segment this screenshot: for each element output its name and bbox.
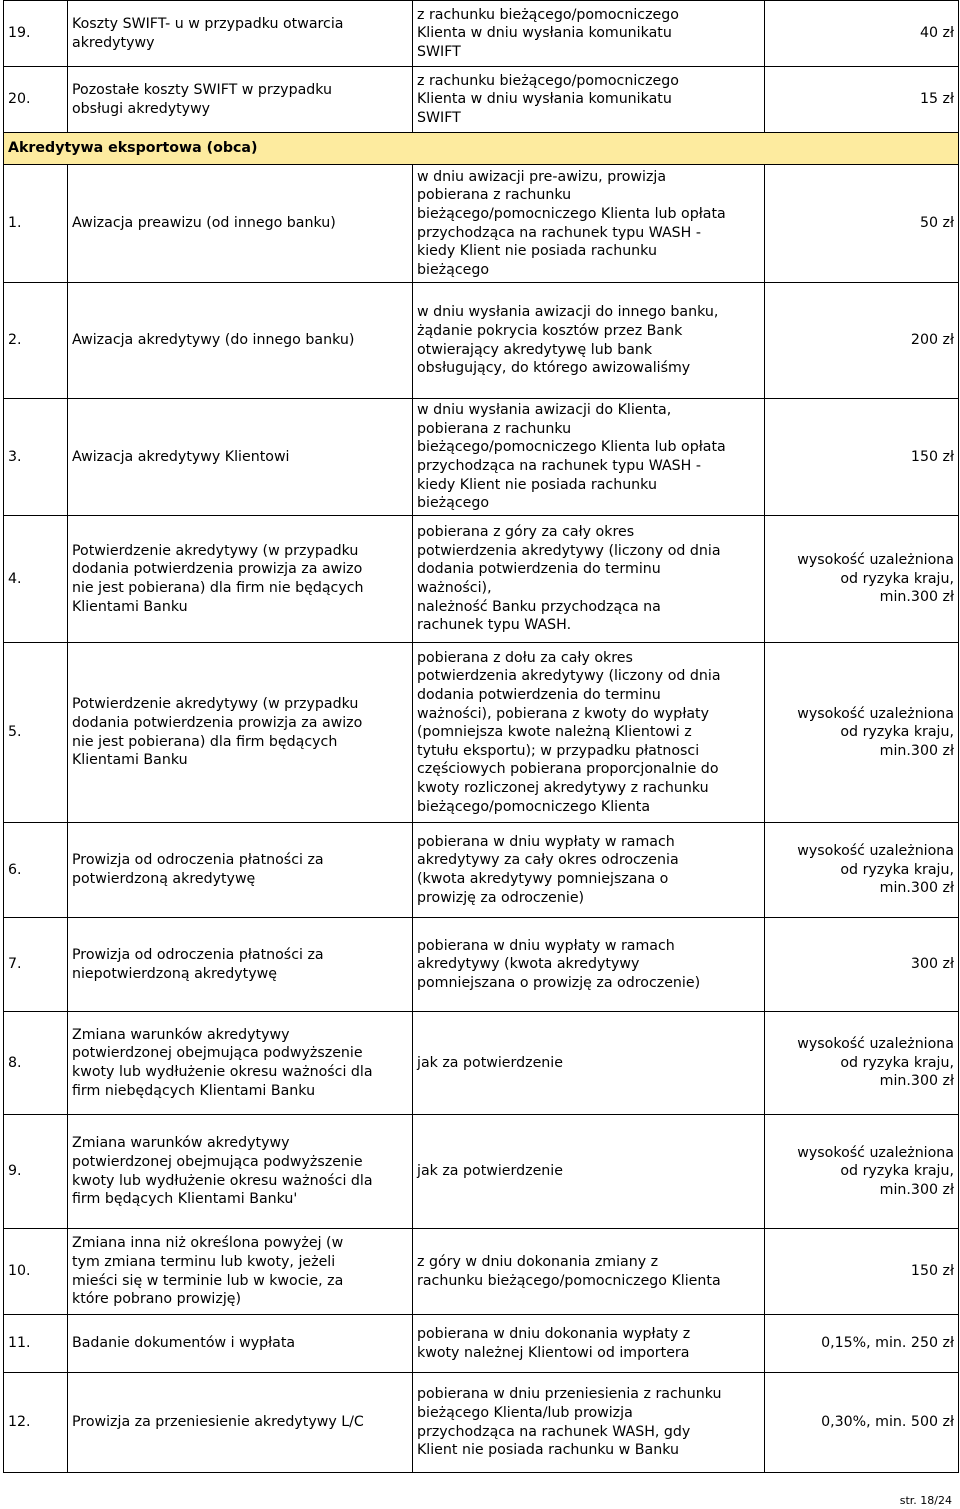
fee-description bbox=[413, 1315, 765, 1373]
fee-name-line: nie jest pobierana) dla firm nie będących bbox=[72, 580, 364, 596]
fee-description-line: otwierający akredytywę lub bank bbox=[417, 341, 653, 358]
fee-amount-line: 200 zł bbox=[910, 332, 954, 349]
fee-description-line: bieżącego/pomocniczego Klienta bbox=[417, 798, 651, 815]
fee-name-line: mieści się w terminie lub w kwocie, za bbox=[72, 1272, 344, 1289]
fee-name bbox=[68, 1012, 413, 1115]
fee-amount-line: wysokość uzależniona bbox=[797, 1036, 954, 1053]
fee-name-line: potwierdzonej obejmująca podwyższenie bbox=[72, 1045, 363, 1062]
fee-amount-line: od ryzyka kraju, bbox=[840, 570, 954, 587]
fee-description-line: z rachunku bieżącego/pomocniczego bbox=[417, 72, 679, 89]
fee-description bbox=[413, 67, 765, 133]
fee-amount-line: wysokość uzależniona bbox=[797, 843, 954, 860]
fee-amount bbox=[765, 1115, 959, 1229]
fee-description-line: jak za potwierdzenie bbox=[417, 1163, 563, 1180]
fee-description-line: z góry w dniu dokonania zmiany z bbox=[417, 1253, 659, 1270]
row-number: 5. bbox=[4, 643, 68, 823]
fee-description-line: pobierana z góry za cały okres bbox=[417, 524, 635, 541]
table-row bbox=[4, 1315, 959, 1373]
fee-description-line: jak za potwierdzenie bbox=[417, 1054, 563, 1071]
fee-description-line: pobierana z dołu za cały okres bbox=[417, 649, 633, 666]
fee-description bbox=[413, 165, 765, 283]
fee-description-line: Klienta w dniu wysłania komunikatu bbox=[417, 25, 672, 42]
fee-name-line: potwierdzoną akredytywę bbox=[72, 871, 256, 887]
fee-description-line: (kwota akredytywy pomniejszana o bbox=[417, 871, 669, 887]
row-number: 6. bbox=[4, 823, 68, 918]
fee-amount-line: wysokość uzależniona bbox=[797, 1144, 954, 1161]
fee-name-line: Awizacja akredytywy Klientowi bbox=[72, 448, 290, 465]
fee-amount bbox=[765, 67, 959, 133]
row-number: 3. bbox=[4, 399, 68, 516]
fee-description-line: Klienta w dniu wysłania komunikatu bbox=[417, 91, 672, 108]
row-number: 7. bbox=[4, 918, 68, 1012]
fee-name-line: Badanie dokumentów i wypłata bbox=[72, 1335, 296, 1352]
fee-description-line: potwierdzenia akredytywy (liczony od dnia bbox=[417, 542, 721, 559]
fee-name-line: firm niebędących Klientami Banku bbox=[72, 1082, 316, 1099]
fee-amount-line: min.300 zł bbox=[879, 589, 954, 606]
fee-description-line: z rachunku bieżącego/pomocniczego bbox=[417, 6, 679, 23]
fee-name bbox=[68, 1373, 413, 1473]
fee-amount bbox=[765, 823, 959, 918]
fee-description-line: kwoty należnej Klientowi od importera bbox=[417, 1344, 690, 1361]
fee-description-line: ważności), bbox=[417, 580, 492, 596]
row-number: 2. bbox=[4, 283, 68, 399]
fee-description-line: SWIFT bbox=[417, 109, 461, 126]
fee-description bbox=[413, 643, 765, 823]
fee-table-body bbox=[4, 165, 959, 1473]
fee-name-line: obsługi akredytywy bbox=[72, 100, 211, 117]
fee-amount bbox=[765, 1229, 959, 1315]
fee-name-line: Zmiana warunków akredytywy bbox=[72, 1135, 290, 1152]
fee-amount bbox=[765, 283, 959, 399]
fee-name-line: Awizacja preawizu (od innego banku) bbox=[72, 215, 336, 232]
fee-amount-line: 40 zł bbox=[919, 25, 954, 42]
table-row bbox=[4, 399, 959, 516]
fee-amount-line: wysokość uzależniona bbox=[797, 552, 954, 569]
row-number: 12. bbox=[4, 1373, 68, 1473]
fee-name-line: Pozostałe koszty SWIFT w przypadku bbox=[72, 81, 333, 98]
table-row bbox=[4, 67, 959, 133]
fee-name bbox=[68, 516, 413, 643]
fee-name-line: Potwierdzenie akredytywy (w przypadku bbox=[72, 542, 359, 559]
fee-name bbox=[68, 823, 413, 918]
table-row bbox=[4, 1373, 959, 1473]
fee-name-line: Prowizja od odroczenia płatności za bbox=[72, 852, 324, 869]
table-row bbox=[4, 918, 959, 1012]
fee-amount-line: od ryzyka kraju, bbox=[840, 724, 954, 741]
fee-description-line: bieżącego/pomocniczego Klienta lub opłata bbox=[417, 205, 726, 222]
fee-name bbox=[68, 918, 413, 1012]
fee-name-line: firm będących Klientami Banku' bbox=[72, 1191, 298, 1208]
fee-amount-line: 150 zł bbox=[910, 1263, 954, 1280]
fee-description-line: pobierana z rachunku bbox=[417, 420, 572, 437]
fee-name-line: które pobrano prowizję) bbox=[72, 1291, 242, 1308]
fee-description-line: bieżącego bbox=[417, 261, 490, 278]
fee-amount bbox=[765, 516, 959, 643]
fee-description-line: częściowych pobierana proporcjonalnie do bbox=[417, 761, 719, 778]
fee-name-line: potwierdzonej obejmująca podwyższenie bbox=[72, 1153, 363, 1170]
fee-name bbox=[68, 1115, 413, 1229]
fee-description-line: obsługujący, do którego awizowaliśmy bbox=[417, 360, 691, 377]
fee-amount bbox=[765, 165, 959, 283]
fee-description-line: przychodząca na rachunek WASH, gdy bbox=[417, 1423, 691, 1440]
fee-description bbox=[413, 1229, 765, 1315]
fee-name-line: akredytywy bbox=[72, 34, 155, 51]
fee-amount bbox=[765, 1315, 959, 1373]
fee-description-line: pomniejszana o prowizję za odroczenie) bbox=[417, 974, 701, 991]
fee-description-line: w dniu awizacji pre-awizu, prowizja bbox=[417, 168, 667, 185]
fee-description-line: (pomniejsza kwote należną Klientowi z bbox=[417, 724, 692, 741]
fee-name bbox=[68, 1229, 413, 1315]
fee-amount-line: min.300 zł bbox=[879, 880, 954, 897]
table-row bbox=[4, 1115, 959, 1229]
page-number: str. 18/24 bbox=[899, 1494, 952, 1507]
fee-description-line: rachunku bieżącego/pomocniczego Klienta bbox=[417, 1272, 721, 1289]
fee-amount-line: 0,15%, min. 250 zł bbox=[821, 1335, 954, 1352]
table-row bbox=[4, 165, 959, 283]
fee-amount-line: wysokość uzależniona bbox=[797, 705, 954, 722]
fee-description-line: pobierana w dniu przeniesienia z rachunku bbox=[417, 1386, 722, 1403]
fee-description-line: przychodząca na rachunek typu WASH - bbox=[417, 458, 701, 474]
fee-amount-line: 150 zł bbox=[910, 448, 954, 465]
fee-description-line: rachunek typu WASH. bbox=[417, 617, 572, 634]
fee-description-line: przychodząca na rachunek typu WASH - bbox=[417, 224, 701, 241]
fee-description-line: dodania potwierdzenia do terminu bbox=[417, 561, 661, 578]
fee-description-line: kiedy Klient nie posiada rachunku bbox=[417, 243, 657, 260]
fee-amount-line: min.300 zł bbox=[879, 742, 954, 759]
fee-description-line: żądanie pokrycia kosztów przez Bank bbox=[417, 322, 683, 339]
row-number: 9. bbox=[4, 1115, 68, 1229]
fee-amount-line: od ryzyka kraju, bbox=[840, 1054, 954, 1071]
fee-name-line: dodania potwierdzenia prowizja za awizo bbox=[72, 714, 363, 731]
fee-description bbox=[413, 823, 765, 918]
row-number: 11. bbox=[4, 1315, 68, 1373]
fee-description-line: potwierdzenia akredytywy (liczony od dnia bbox=[417, 668, 721, 685]
fee-description-line: bieżącego bbox=[417, 495, 490, 512]
fee-name-line: dodania potwierdzenia prowizja za awizo bbox=[72, 561, 363, 578]
table-row bbox=[4, 283, 959, 399]
row-number: 10. bbox=[4, 1229, 68, 1315]
row-number: 19. bbox=[4, 1, 68, 67]
fee-amount bbox=[765, 643, 959, 823]
fee-name-line: nie jest pobierana) dla firm będących bbox=[72, 733, 338, 750]
fee-description-line: bieżącego/pomocniczego Klienta lub opłata bbox=[417, 439, 726, 456]
fee-amount bbox=[765, 1, 959, 67]
fee-description-line: SWIFT bbox=[417, 43, 461, 60]
fee-description-line: ważności), pobierana z kwoty do wypłaty bbox=[417, 705, 710, 722]
fee-description-line: akredytywy za cały okres odroczenia bbox=[417, 852, 679, 869]
fee-description-line: tytułu eksportu); w przypadku płatnosci bbox=[417, 742, 700, 759]
fee-name-line: Potwierdzenie akredytywy (w przypadku bbox=[72, 696, 359, 713]
fee-name-line: Prowizja od odroczenia płatności za bbox=[72, 946, 324, 963]
fee-description-line: dodania potwierdzenia do terminu bbox=[417, 687, 661, 704]
fee-description-line: kwoty rozliczonej akredytywy z rachunku bbox=[417, 779, 709, 796]
fee-description-line: należność Banku przychodząca na bbox=[417, 598, 661, 615]
fee-name-line: tym zmiana terminu lub kwoty, jeżeli bbox=[72, 1253, 336, 1270]
fee-name-line: Koszty SWIFT- u w przypadku otwarcia bbox=[72, 15, 344, 32]
fee-name bbox=[68, 1, 413, 67]
table-row bbox=[4, 1229, 959, 1315]
fee-description bbox=[413, 918, 765, 1012]
fee-description-line: w dniu wysłania awizacji do innego banku, bbox=[417, 304, 719, 321]
row-number: 4. bbox=[4, 516, 68, 643]
fee-name bbox=[68, 165, 413, 283]
fee-table-top-body bbox=[4, 1, 959, 133]
fee-name-line: niepotwierdzoną akredytywę bbox=[72, 965, 277, 982]
fee-amount-line: od ryzyka kraju, bbox=[840, 1163, 954, 1180]
fee-amount-line: 300 zł bbox=[910, 956, 954, 973]
row-number: 8. bbox=[4, 1012, 68, 1115]
fee-description bbox=[413, 516, 765, 643]
fee-amount-line: min.300 zł bbox=[879, 1181, 954, 1198]
fee-name-line: Klientami Banku bbox=[72, 752, 188, 769]
fee-table bbox=[3, 0, 959, 1473]
fee-description-line: pobierana z rachunku bbox=[417, 187, 572, 204]
fee-name-line: Klientami Banku bbox=[72, 598, 188, 615]
fee-description-line: pobierana w dniu wypłaty w ramach bbox=[417, 833, 675, 850]
section-title: Akredytywa eksportowa (obca) bbox=[4, 133, 959, 165]
fee-amount bbox=[765, 1373, 959, 1473]
table-row bbox=[4, 823, 959, 918]
fee-name-line: Zmiana warunków akredytywy bbox=[72, 1026, 290, 1043]
fee-description-line: pobierana w dniu wypłaty w ramach bbox=[417, 937, 675, 954]
fee-description bbox=[413, 399, 765, 516]
fee-description-line: akredytywy (kwota akredytywy bbox=[417, 956, 640, 973]
fee-amount bbox=[765, 1012, 959, 1115]
fee-name bbox=[68, 1315, 413, 1373]
fee-description bbox=[413, 1012, 765, 1115]
fee-name-line: Awizacja akredytywy (do innego banku) bbox=[72, 332, 355, 349]
fee-name-line: kwoty lub wydłużenie okresu ważności dla bbox=[72, 1064, 373, 1080]
fee-name-line: Zmiana inna niż określona powyżej (w bbox=[72, 1235, 344, 1252]
fee-description-line: bieżącego Klienta/lub prowizja bbox=[417, 1404, 633, 1421]
section-header-row bbox=[4, 133, 959, 165]
fee-description-line: kiedy Klient nie posiada rachunku bbox=[417, 476, 657, 493]
fee-amount-line: min.300 zł bbox=[879, 1073, 954, 1090]
table-row bbox=[4, 1, 959, 67]
row-number: 20. bbox=[4, 67, 68, 133]
fee-amount-line: od ryzyka kraju, bbox=[840, 861, 954, 878]
fee-description bbox=[413, 1, 765, 67]
table-row bbox=[4, 516, 959, 643]
table-row bbox=[4, 1012, 959, 1115]
row-number: 1. bbox=[4, 165, 68, 283]
fee-name bbox=[68, 643, 413, 823]
fee-name bbox=[68, 283, 413, 399]
fee-description-line: prowizję za odroczenie) bbox=[417, 889, 585, 906]
fee-amount bbox=[765, 918, 959, 1012]
fee-description bbox=[413, 1373, 765, 1473]
fee-name bbox=[68, 399, 413, 516]
section-header-body bbox=[4, 133, 959, 165]
fee-description bbox=[413, 1115, 765, 1229]
fee-amount-line: 15 zł bbox=[919, 91, 954, 108]
table-row bbox=[4, 643, 959, 823]
fee-name bbox=[68, 67, 413, 133]
fee-description-line: Klient nie posiada rachunku w Banku bbox=[417, 1442, 679, 1459]
fee-name-line: Prowizja za przeniesienie akredytywy L/C bbox=[72, 1414, 364, 1431]
fee-description-line: w dniu wysłania awizacji do Klienta, bbox=[417, 402, 672, 419]
fee-amount bbox=[765, 399, 959, 516]
fee-amount-line: 50 zł bbox=[919, 215, 954, 232]
fee-description-line: pobierana w dniu dokonania wypłaty z bbox=[417, 1325, 691, 1342]
fee-description bbox=[413, 283, 765, 399]
fee-amount-line: 0,30%, min. 500 zł bbox=[821, 1414, 954, 1431]
fee-name-line: kwoty lub wydłużenie okresu ważności dla bbox=[72, 1172, 373, 1189]
